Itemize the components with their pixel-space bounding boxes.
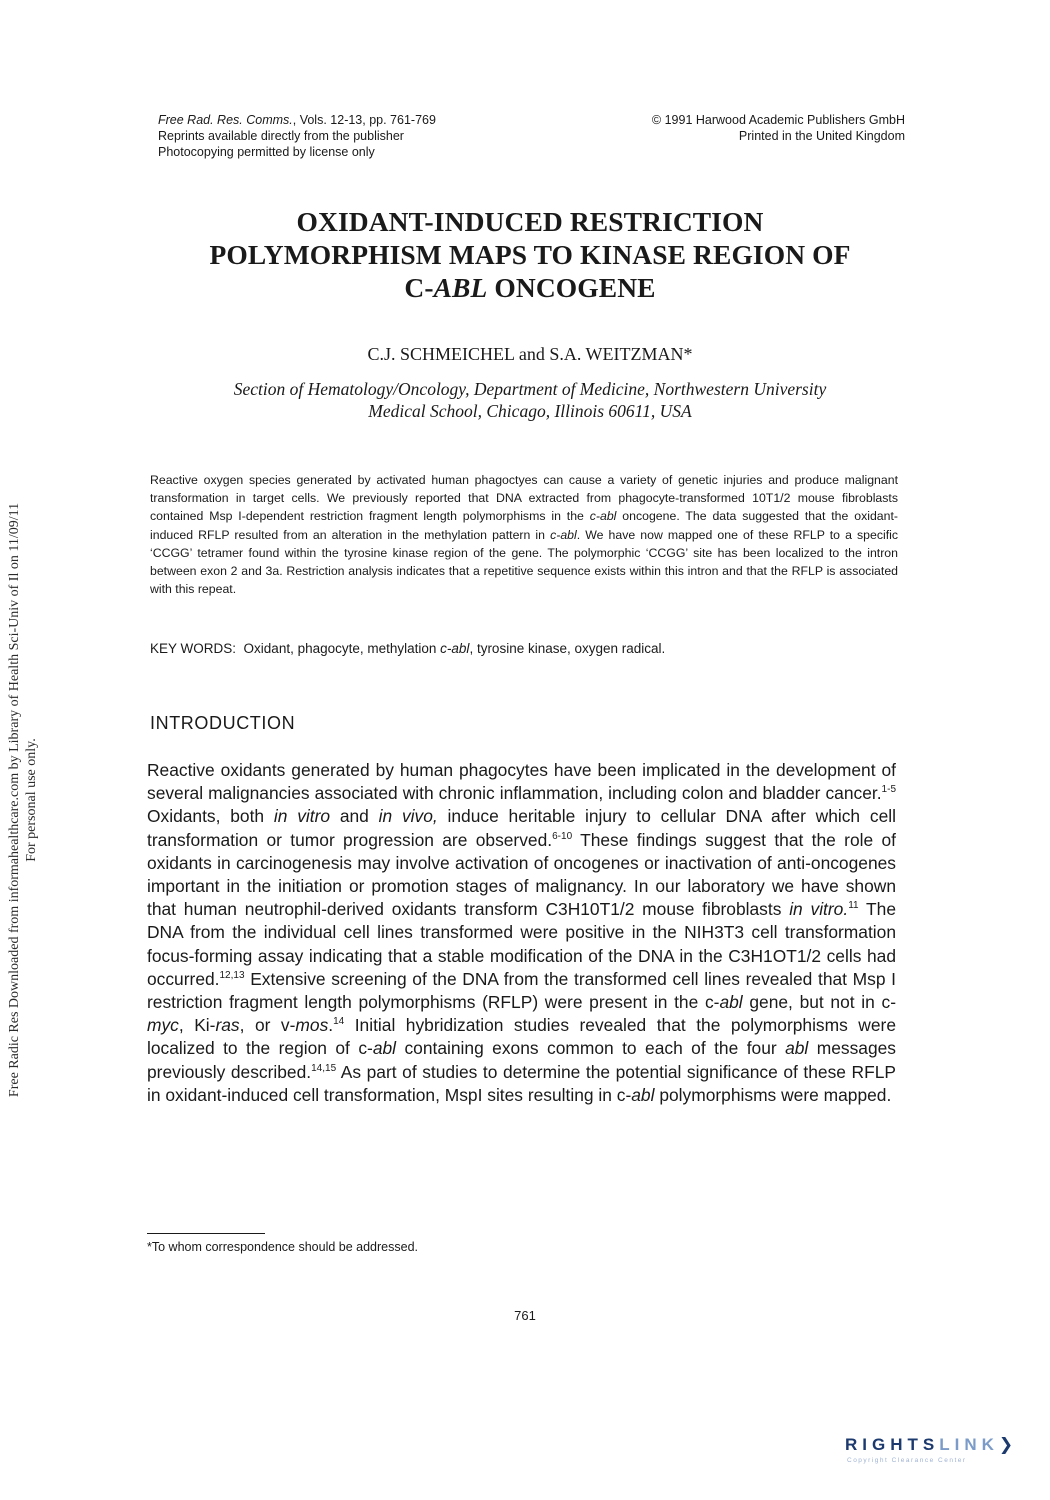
printed-line: Printed in the United Kingdom — [738, 129, 905, 143]
reprints-note: Reprints available directly from the publisher — [158, 129, 404, 143]
intro-text: Initial hybridization studies revealed that the polymorphisms were localized to the region of c- — [147, 1015, 896, 1059]
introduction-paragraph — [147, 759, 896, 1107]
abstract-italic: c-abl — [589, 509, 617, 524]
abstract — [150, 471, 898, 598]
volume-pages: , Vols. 12-13, pp. 761-769 — [292, 113, 436, 127]
journal-citation — [158, 112, 558, 160]
paper-title — [140, 205, 920, 304]
chevron-icon: ❯ — [998, 1435, 1019, 1454]
intro-text: As part of studies to determine the potential significance of these RFLP in oxidant-induced cell transformation, MspI sites resulting in c- — [147, 1061, 896, 1105]
citation-ref: 14,15 — [311, 1062, 337, 1074]
abstract-italic: c-abl — [550, 527, 577, 542]
affiliation-line-1: Section of Hematology/Oncology, Department of Medicine, Northwestern University — [233, 379, 827, 399]
intro-text: gene, but not in c- — [742, 992, 896, 1013]
page-number: 761 — [514, 1308, 536, 1323]
rightslink-logo[interactable] — [845, 1435, 1030, 1475]
title-line-1: OXIDANT-INDUCED RESTRICTION — [296, 206, 764, 237]
intro-text: , Ki- — [178, 1015, 216, 1036]
intro-italic: abl — [372, 1038, 397, 1059]
title-prefix: C- — [404, 272, 434, 303]
intro-italic: mos — [295, 1015, 329, 1036]
copyright-line: © 1991 Harwood Academic Publishers GmbH — [651, 113, 905, 127]
intro-italic: in vitro — [273, 806, 331, 827]
intro-italic: abl — [785, 1038, 809, 1059]
title-line-3 — [140, 271, 920, 304]
abstract-text: Reactive oxygen species generated by activated human phagoctyes can cause a variety of genetic injuries and produce malignant transformation in target cells. We previously reported that DNA extracted from phagocyte-transformed 10T1/2 mouse fibroblasts contained Msp I-dependent restriction fragment length polymorphisms in the — [150, 473, 898, 524]
intro-text: messages previously described. — [147, 1038, 896, 1082]
abstract-text: oncogene. The data suggested that the oxidant-induced RFLP resulted from an alteration in the methylation pattern in — [150, 509, 898, 542]
abstract-text: . We have now mapped one of these RFLP to a specific ‘CCGG’ tetramer found within the tyrosine kinase region of the gene. The polymorphic ‘CCGG’ site has been localized to the intron between exon 2 and 3a. Restriction analysis indicates that a repetitive sequence exists within this intron and that the RFLP is associated with this repeat. — [150, 527, 898, 597]
intro-text: polymorphisms were mapped. — [654, 1084, 892, 1105]
keywords-text: Oxidant, phagocyte, methylation — [243, 641, 441, 656]
citation-ref: 1-5 — [881, 784, 896, 796]
footnote-rule — [147, 1233, 265, 1234]
logo-wordmark — [845, 1435, 1030, 1455]
keywords-text: , tyrosine kinase, oxygen radical. — [469, 641, 666, 656]
publisher-info — [560, 112, 905, 144]
intro-italic: in vitro. — [789, 899, 849, 920]
intro-text: induce heritable injury to cellular DNA after which cell transformation or tumor progression are observed. — [147, 806, 896, 850]
intro-text: containing exons common to each of the four — [396, 1038, 786, 1059]
section-heading: INTRODUCTION — [150, 713, 296, 733]
intro-text: Oxidants, both — [147, 806, 274, 827]
title-suffix: ONCOGENE — [487, 272, 656, 303]
keywords-label: KEY WORDS: — [150, 641, 237, 656]
photocopy-note: Photocopying permitted by license only — [158, 145, 375, 159]
footnote: *To whom correspondence should be addressed. — [147, 1240, 419, 1254]
intro-text: The DNA from the individual cell lines transformed were positive in the NIH3T3 cell transformation focus-forming assay indicating that a stable modification of the DNA in the C3H1OT1/2 cells had occurred. — [147, 899, 897, 989]
intro-text: Extensive screening of the DNA from the transformed cell lines revealed that Msp I restriction fragment length polymorphisms (RFLP) were present in the c- — [147, 968, 896, 1013]
citation-ref: 14 — [333, 1016, 345, 1028]
logo-part-1: RIGHTS — [845, 1435, 940, 1454]
watermark-line-1: Free Radic Res Downloaded from informahealthcare.com by Library of Health Sci-Univ of Il on 11/09/11 — [7, 502, 22, 1098]
intro-italic: abl — [631, 1084, 655, 1105]
intro-text: These findings suggest that the role of oxidants in carcinogenesis may involve activation of oncogenes or inactivation of anti-oncogenes important in the initiation or promotion stages of malignancy. In our laboratory we have shown that human neutrophil-derived oxidants transform C3H10T1/2 mouse fibroblasts — [147, 829, 896, 920]
affiliation-line-2: Medical School, Chicago, Illinois 60611, USA — [368, 401, 692, 421]
intro-text: . — [328, 1015, 334, 1036]
logo-part-2: LINK — [939, 1435, 999, 1454]
citation-ref: 11 — [848, 900, 859, 912]
intro-text: , or v- — [239, 1015, 296, 1036]
keywords-italic: c-abl — [440, 641, 470, 656]
watermark-line-2: For personal use only. — [24, 738, 39, 862]
citation-ref: 6-10 — [552, 830, 573, 842]
title-line-2: POLYMORPHISM MAPS TO KINASE REGION OF — [209, 239, 851, 270]
intro-italic: myc — [147, 1015, 179, 1036]
title-italic: ABL — [433, 272, 488, 303]
journal-name: Free Rad. Res. Comms. — [158, 113, 293, 127]
logo-tagline: Copyright Clearance Center — [847, 1457, 967, 1464]
affiliation — [140, 378, 920, 422]
intro-text: and — [330, 806, 379, 827]
citation-ref: 12,13 — [219, 970, 245, 982]
download-watermark — [6, 350, 40, 1250]
keywords — [150, 640, 898, 658]
intro-italic: abl — [719, 992, 743, 1013]
authors: C.J. SCHMEICHEL and S.A. WEITZMAN* — [367, 344, 693, 364]
intro-italic: in vivo, — [378, 806, 438, 827]
intro-text: Reactive oxidants generated by human phagocytes have been implicated in the development of several malignancies associated with chronic inflammation, including colon and bladder cancer. — [147, 760, 896, 804]
intro-italic: ras — [215, 1015, 240, 1036]
